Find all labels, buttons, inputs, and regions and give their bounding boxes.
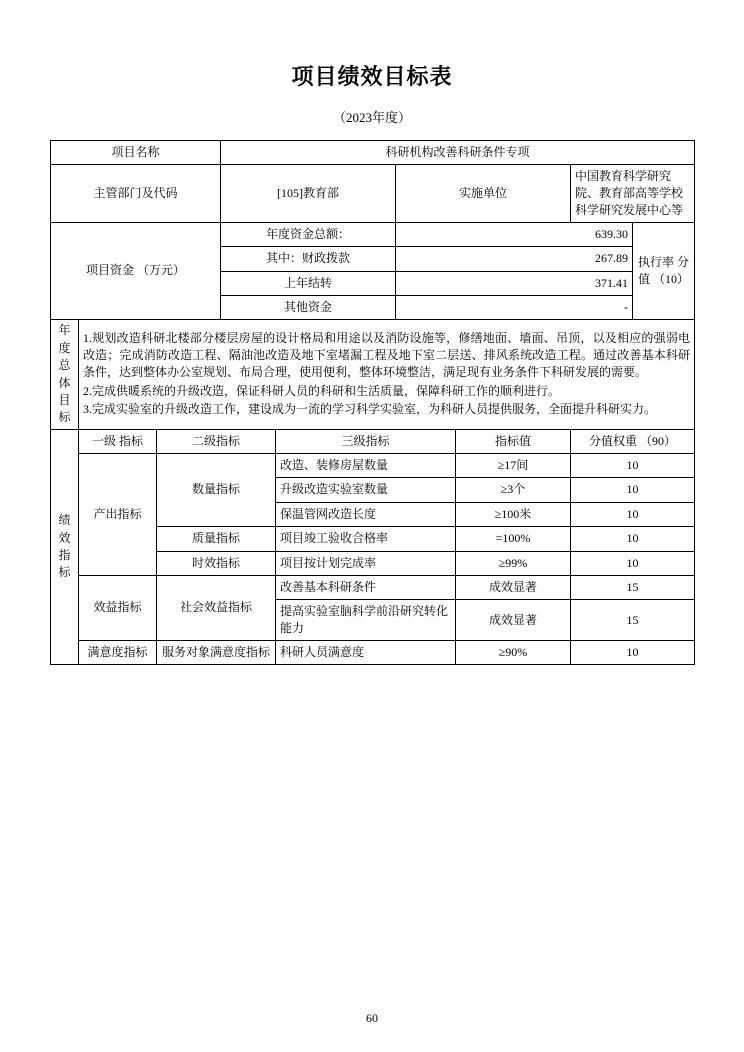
indicator-weight: 10 [571, 551, 695, 575]
annual-goal-paragraph-2: 2.完成供暖系统的升级改造，保证科研人员的科研和生活质量，保障科研工作的顺利进行。 [83, 383, 561, 398]
indicator-weight: 10 [571, 502, 695, 526]
column-header-level1-line1: 一级 [91, 433, 116, 448]
level3-label: 科研人员满意度 [276, 641, 456, 665]
table-row-indicator [51, 454, 695, 478]
department-label: 主管部门及代码 [51, 165, 221, 222]
exec-rate-label [633, 222, 695, 320]
indicator-value: ≥3个 [456, 478, 571, 502]
funds-row-name: 年度资金总额： [221, 222, 396, 246]
column-header-weight-line1: 分值权重 [589, 433, 638, 448]
level2-timeliness: 时效指标 [157, 551, 276, 575]
level2-quantity: 数量指标 [157, 454, 276, 527]
annual-goal-label-c4: 体 [58, 375, 71, 390]
funds-label [51, 222, 221, 320]
indicator-weight: 10 [571, 454, 695, 478]
exec-rate-line1: 执行率 [638, 254, 675, 269]
funds-label-line2: （万元） [137, 263, 186, 278]
table-row-performance-header [51, 429, 695, 453]
table-row-indicator [51, 576, 695, 600]
indicator-weight: 15 [571, 600, 695, 641]
level1-benefit: 效益指标 [79, 576, 157, 641]
annual-goal-label-c1: 年 [58, 323, 71, 338]
performance-label-c2: 效 [58, 530, 71, 545]
indicator-weight: 10 [571, 478, 695, 502]
indicator-value: 成效显著 [456, 576, 571, 600]
exec-rate-line3: （10） [653, 272, 690, 287]
annual-goal-label-c6: 标 [58, 410, 71, 425]
funds-row-value: 267.89 [396, 247, 633, 271]
performance-label-c4: 标 [58, 565, 71, 580]
level3-label: 改善基本科研条件 [276, 576, 456, 600]
level2-quality: 质量指标 [157, 527, 276, 551]
page-number: 60 [366, 1011, 378, 1025]
project-name-value: 科研机构改善科研条件专项 [221, 141, 695, 165]
implementing-unit-label: 实施单位 [396, 165, 571, 222]
level3-label: 提高实验室脑科学前沿研究转化能力 [276, 600, 456, 641]
indicator-weight: 10 [571, 641, 695, 665]
column-header-level3: 三级指标 [276, 429, 456, 453]
column-header-level2: 二级指标 [157, 429, 276, 453]
annual-goal-paragraph-1: 1.规划改造科研北楼部分楼层房屋的设计格局和用途以及消防设施等，修缮地面、墙面、吊顶，以及相应的强弱电改造；完成消防改造工程、隔油池改造及地下室堵漏工程及地下室二层送、排风系统改造工程。通过改善基本科研条件，达到整体办公室规划、布局合理，使用便利，整体环境整洁，满足现有业务条件下科研发展的需要。 [83, 330, 691, 380]
column-header-weight-line2: （90） [640, 433, 677, 448]
annual-goal-paragraph-3: 3.完成实验室的升级改造工作，建设成为一流的学习科学实验室，为科研人员提供服务，全面提升科研实力。 [83, 402, 657, 417]
funds-row-value: 371.41 [396, 271, 633, 295]
level3-label: 改造、装修房屋数量 [276, 454, 456, 478]
indicator-value: ≥100米 [456, 502, 571, 526]
indicator-value: ≥17间 [456, 454, 571, 478]
level2-service-satisfaction: 服务对象满意度指标 [157, 641, 276, 665]
table-row-annual-goal [51, 320, 695, 429]
level3-label: 项目竣工验收合格率 [276, 527, 456, 551]
funds-label-line1: 项目资金 [85, 263, 134, 278]
column-header-value: 指标值 [456, 429, 571, 453]
indicator-value: ≥90% [456, 641, 571, 665]
performance-label-c3: 指 [58, 548, 71, 563]
table-row-project-name [51, 141, 695, 165]
indicator-value: =100% [456, 527, 571, 551]
indicator-value: ≥99% [456, 551, 571, 575]
level2-social-benefit: 社会效益指标 [157, 576, 276, 641]
funds-row-name: 其中：财政拨款 [221, 247, 396, 271]
level1-output: 产出指标 [79, 454, 157, 576]
annual-goal-text [79, 320, 695, 429]
implementing-unit-value: 中国教育科学研究院、教育部高等学校科学研究发展中心等 [571, 165, 695, 222]
performance-goal-table [50, 140, 695, 665]
table-row-funds-total [51, 222, 695, 246]
indicator-weight: 15 [571, 576, 695, 600]
department-value: [105]教育部 [221, 165, 396, 222]
project-name-label: 项目名称 [51, 141, 221, 165]
indicator-weight: 10 [571, 527, 695, 551]
level3-label: 项目按计划完成率 [276, 551, 456, 575]
annual-goal-label [51, 320, 79, 429]
table-row-indicator [51, 641, 695, 665]
column-header-level1 [79, 429, 157, 453]
level3-label: 升级改造实验室数量 [276, 478, 456, 502]
funds-row-name: 上年结转 [221, 271, 396, 295]
column-header-level1-line2: 指标 [119, 433, 144, 448]
page-subtitle: （2023年度） [332, 110, 411, 125]
annual-goal-label-c3: 总 [58, 358, 71, 373]
annual-goal-label-c5: 目 [58, 392, 71, 407]
funds-row-name: 其他资金 [221, 295, 396, 319]
funds-row-value: - [396, 295, 633, 319]
page-title: 项目绩效目标表 [291, 64, 453, 89]
funds-row-value: 639.30 [396, 222, 633, 246]
performance-label [51, 429, 79, 665]
column-header-weight [571, 429, 695, 453]
indicator-value: 成效显著 [456, 600, 571, 641]
level1-satisfaction: 满意度指标 [79, 641, 157, 665]
table-row-department [51, 165, 695, 222]
performance-label-c1: 绩 [58, 513, 71, 528]
annual-goal-label-c2: 度 [58, 340, 71, 355]
level3-label: 保温管网改造长度 [276, 502, 456, 526]
exec-rate-line2: 分值 [638, 254, 690, 287]
